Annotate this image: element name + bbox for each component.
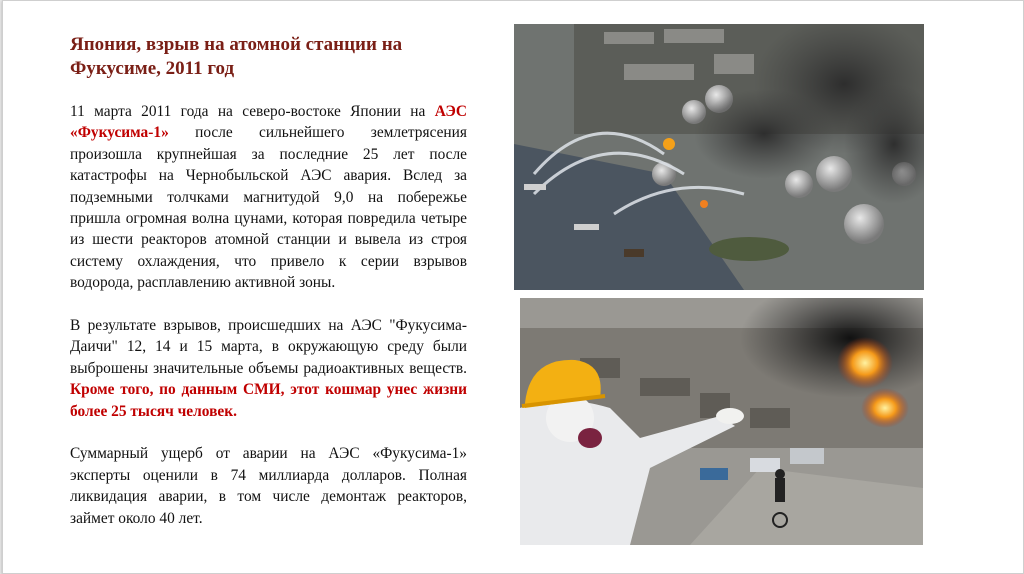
paragraph-2	[70, 315, 467, 422]
slide-body	[70, 101, 467, 550]
plant-aerial-photo-icon	[514, 24, 924, 290]
p2-highlight: Кроме того, по данным СМИ, этот кошмар унес жизни более 25 тысяч человек.	[70, 381, 467, 420]
title-line-1: Япония, взрыв на атомной станции на	[70, 34, 403, 55]
worker-disaster-photo	[520, 298, 923, 545]
p1-lead: 11 марта 2011 года на северо-востоке Японии на	[70, 103, 435, 120]
title-line-2: Фукусиме, 2011 год	[70, 58, 235, 79]
p2-text: В результате взрывов, происшедших на АЭС "Фукусима-Даичи" 12, 14 и 15 марта, в окружающую среду были выброшены значительные объемы радиоактивных веществ.	[70, 317, 467, 377]
paragraph-3: Суммарный ущерб от аварии на АЭС «Фукусима-1» эксперты оценили в 74 миллиарда долларов. Полная ликвидация аварии, в том числе демонтаж реакторов, займет около 40 лет.	[70, 445, 467, 527]
p1-rest: после сильнейшего землетрясения произошла крупнейшая за последние 25 лет после катастрофы на Чернобыльской АЭС авария. Вслед за подземными толчками магнитудой 9,0 на побережье пришла огромная волна цунами, которая повредила четыре из шести реакторов атомной станции и вывела из строя систему охлаждения, что привело к серии взрывов водорода, расплавлению активной зоны.	[70, 124, 467, 292]
paragraph-1	[70, 101, 467, 294]
p1-aes-highlight: АЭС «Фукусима-1»	[70, 103, 467, 142]
slide	[2, 0, 1024, 574]
slide-title	[70, 33, 470, 81]
plant-aerial-photo	[514, 24, 924, 290]
worker-disaster-photo-icon	[520, 298, 923, 545]
